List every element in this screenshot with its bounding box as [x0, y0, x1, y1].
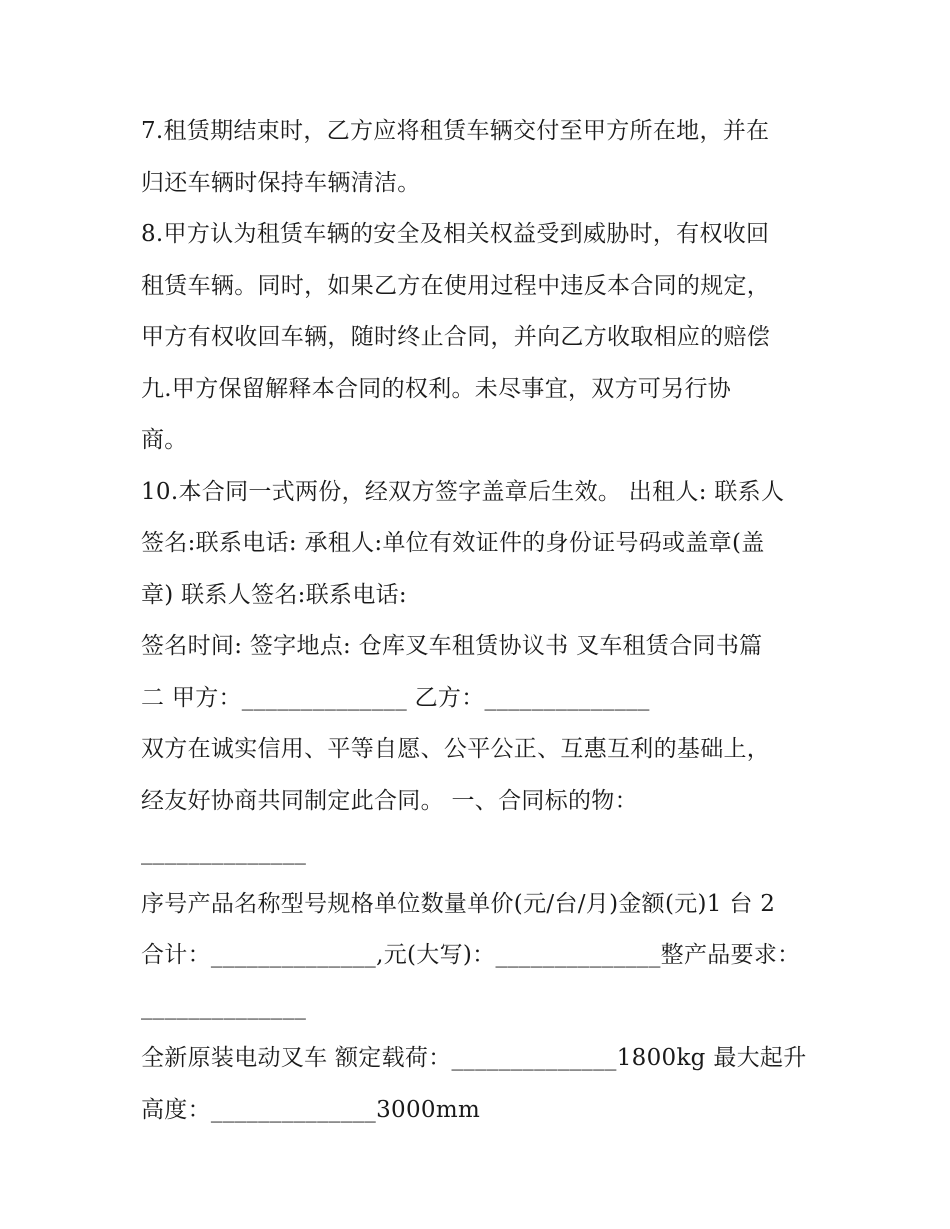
text-line: 经友好协商共同制定此合同。 一、合同标的物： [141, 787, 638, 814]
text-line: 商。 [141, 427, 188, 453]
contract-text [141, 106, 831, 1136]
text-line: 合计：______________,元(大写)：______________整产品要求： [141, 942, 801, 968]
text-line: 10.本合同一式两份，经双方签字盖章后生效。 出租人: 联系人 [141, 478, 785, 505]
text-line: 全新原装电动叉车 额定载荷：______________1800kg 最大起升 [141, 1045, 807, 1071]
text-line: 8.甲方认为租赁车辆的安全及相关权益受到威胁时，有权收回 [141, 221, 770, 247]
text-line: 九.甲方保留解释本合同的权利。未尽事宜，双方可另行协 [141, 375, 732, 402]
text-line: 归还车辆时保持车辆清洁。 [141, 169, 421, 196]
text-line: 高度：______________3000mm [141, 1096, 481, 1123]
text-line: 双方在诚实信用、平等自愿、公平公正、互惠互利的基础上， [141, 736, 771, 762]
text-line: ______________ [141, 993, 307, 1020]
text-line: 序号产品名称型号规格单位数量单价(元/台/月)金额(元)1 台 2 [141, 890, 776, 917]
text-line: 签名时间: 签字地点: 仓库叉车租赁协议书 叉车租赁合同书篇 [141, 633, 763, 659]
text-line: 签名:联系电话: 承租人:单位有效证件的身份证号码或盖章(盖 [141, 530, 765, 556]
text-line: 甲方有权收回车辆，随时终止合同，并向乙方收取相应的赔偿 [141, 324, 771, 350]
text-line: 二 甲方：______________ 乙方：______________ [141, 684, 650, 711]
text-line: 章) 联系人签名:联系电话: [141, 581, 407, 608]
text-line: 7.租赁期结束时，乙方应将租赁车辆交付至甲方所在地，并在 [141, 118, 770, 144]
text-line: ______________ [141, 839, 307, 865]
text-line: 租赁车辆。同时，如果乙方在使用过程中违反本合同的规定， [141, 272, 771, 299]
